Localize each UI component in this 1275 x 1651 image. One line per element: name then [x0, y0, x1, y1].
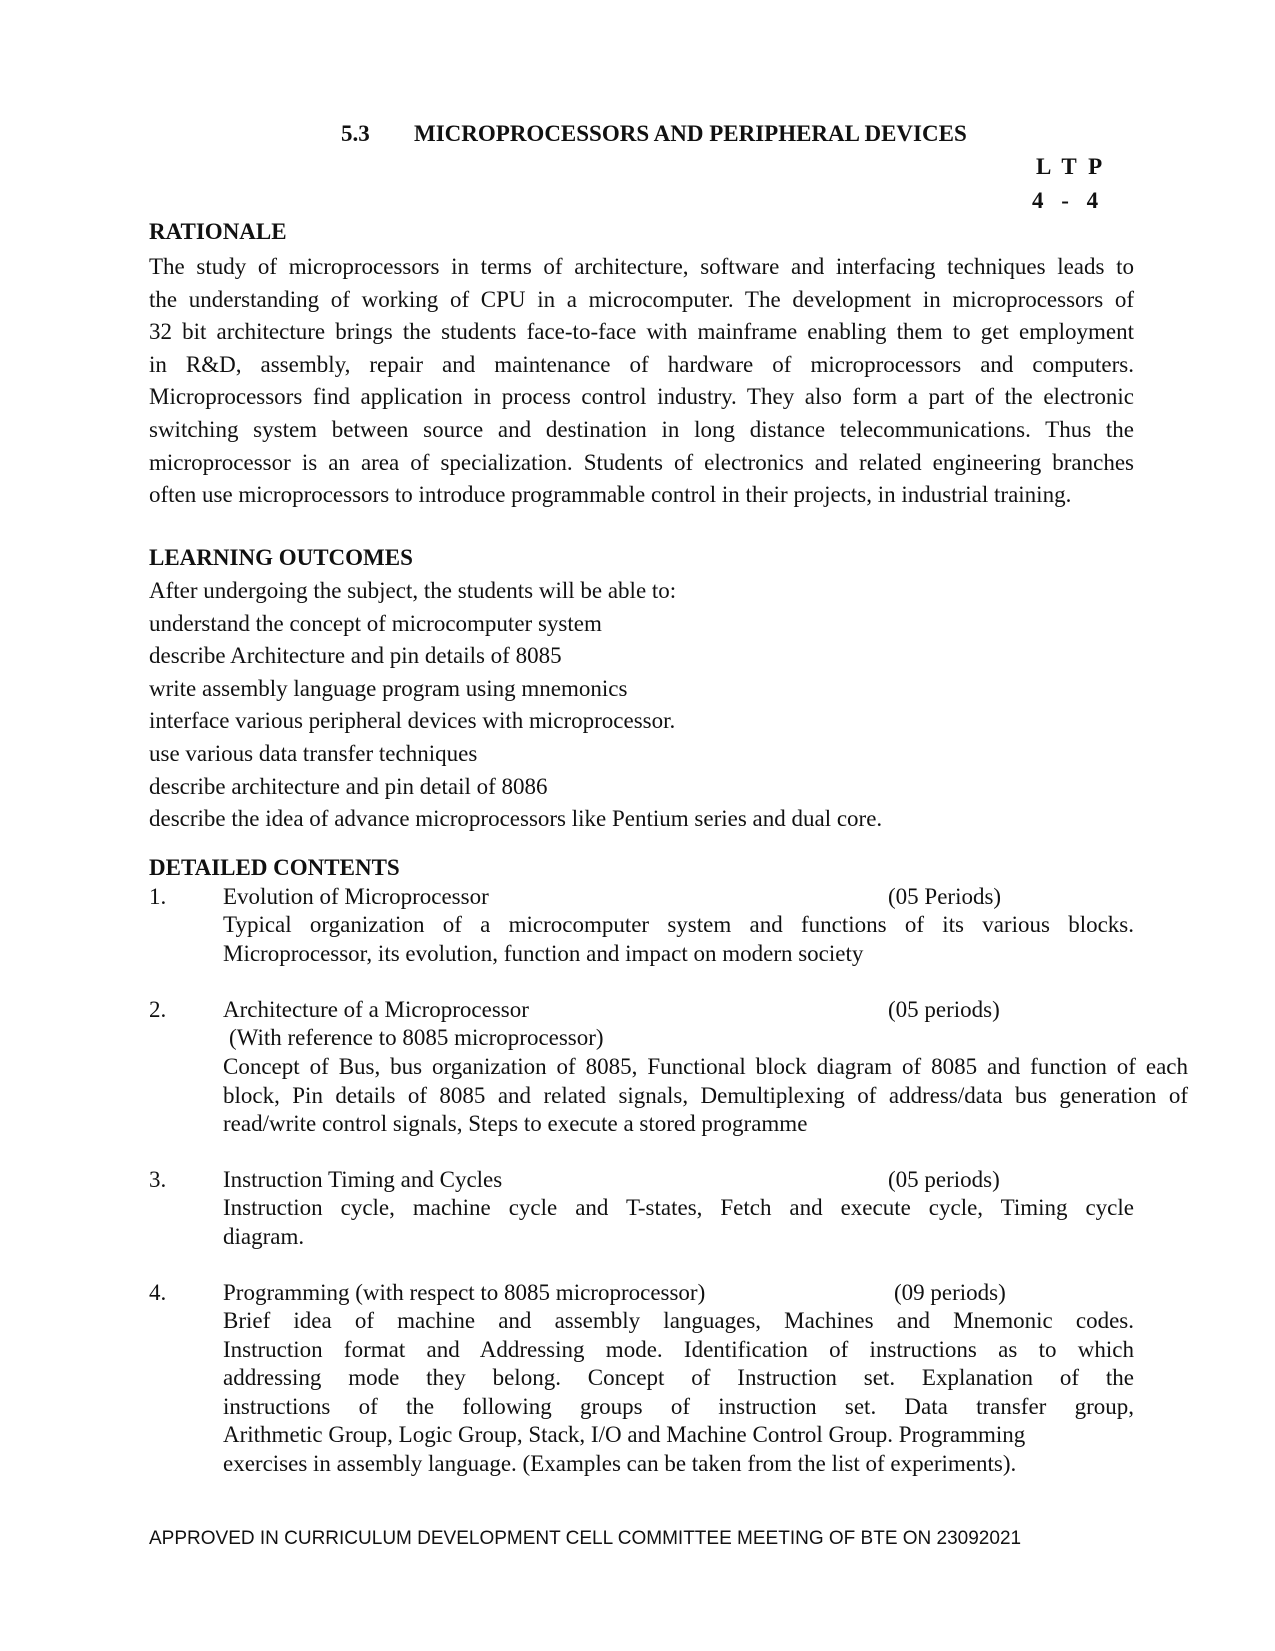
unit-description	[223, 1307, 1134, 1478]
rationale-line: often use microprocessors to introduce programmable control in their projects, in industrial training.	[149, 482, 1072, 508]
unit-periods: (05 Periods)	[888, 884, 1002, 909]
rationale-line: Microprocessors find application in process control industry. They also form a part of the electronic	[149, 384, 1134, 410]
section-number: 5.3	[341, 121, 370, 146]
unit-line: exercises in assembly language. (Examples can be taken from the list of experiments).	[223, 1450, 1017, 1476]
unit-subtitle: (With reference to 8085 microprocessor)	[229, 1025, 604, 1050]
section-title: MICROPROCESSORS AND PERIPHERAL DEVICES	[414, 121, 967, 146]
unit-line: read/write control signals, Steps to execute a stored programme	[223, 1111, 808, 1136]
unit-description	[223, 911, 1134, 968]
rationale-line: 32 bit architecture brings the students face-to-face with mainframe enabling them to get employment	[149, 319, 1134, 345]
unit-line: Microprocessor, its evolution, function and impact on modern society	[223, 940, 864, 966]
unit-line: Arithmetic Group, Logic Group, Stack, I/O and Machine Control Group. Programming	[223, 1422, 1026, 1447]
unit-line: instructions of the following groups of instruction set. Data transfer group,	[223, 1393, 1134, 1419]
unit-periods: (05 periods)	[888, 1167, 1000, 1192]
rationale-line: the understanding of working of CPU in a microcomputer. The development in microprocessors of	[149, 286, 1134, 312]
ltp-labels: L T P	[1036, 154, 1103, 179]
unit-title: Evolution of Microprocessor	[223, 884, 489, 909]
unit-line: diagram.	[223, 1223, 305, 1249]
unit-description	[223, 1194, 1134, 1251]
unit-number: 3.	[149, 1167, 167, 1192]
list-item: understand the concept of microcomputer system	[149, 610, 602, 636]
approval-footer: APPROVED IN CURRICULUM DEVELOPMENT CELL COMMITTEE MEETING OF BTE ON 23092021	[149, 1528, 1022, 1549]
unit-line: addressing mode they belong. Concept of Instruction set. Explanation of the	[223, 1365, 1134, 1390]
rationale-line: The study of microprocessors in terms of architecture, software and interfacing techniques leads to	[149, 254, 1134, 279]
unit-title: Instruction Timing and Cycles	[223, 1167, 503, 1192]
detailed-contents-heading: DETAILED CONTENTS	[149, 855, 400, 880]
learning-outcomes-heading: LEARNING OUTCOMES	[149, 545, 413, 570]
rationale-line: switching system between source and destination in long distance telecommunications. Thus the	[149, 416, 1134, 442]
unit-description	[223, 1053, 1188, 1139]
list-item: describe the idea of advance microprocessors like Pentium series and dual core.	[149, 806, 883, 832]
learning-outcomes-intro: After undergoing the subject, the students will be able to:	[149, 578, 677, 603]
rationale-line: microprocessor is an area of specialization. Students of electronics and related engineering branches	[149, 449, 1134, 475]
list-item: write assembly language program using mnemonics	[149, 675, 628, 701]
rationale-paragraph	[149, 251, 1134, 512]
unit-line: Brief idea of machine and assembly languages, Machines and Mnemonic codes.	[223, 1308, 1134, 1333]
learning-outcomes-list	[149, 575, 882, 836]
list-item: describe architecture and pin detail of 8086	[149, 773, 548, 799]
unit-line: Instruction format and Addressing mode. Identification of instructions as to which	[223, 1336, 1134, 1362]
unit-title: Programming (with respect to 8085 microprocessor)	[223, 1280, 706, 1305]
list-item: describe Architecture and pin details of 8085	[149, 643, 562, 669]
unit-periods: (09 periods)	[894, 1280, 1006, 1305]
unit-number: 1.	[149, 884, 167, 909]
rationale-line: in R&D, assembly, repair and maintenance of hardware of microprocessors and computers.	[149, 351, 1134, 377]
unit-number: 2.	[149, 997, 167, 1022]
rationale-heading: RATIONALE	[149, 219, 287, 244]
unit-periods: (05 periods)	[888, 997, 1000, 1022]
unit-line: Instruction cycle, machine cycle and T-states, Fetch and execute cycle, Timing cycle	[223, 1195, 1134, 1220]
ltp-values: 4 - 4	[1032, 188, 1099, 213]
unit-line: Typical organization of a microcomputer system and functions of its various blocks.	[223, 912, 1134, 937]
unit-number: 4.	[149, 1280, 167, 1305]
list-item: interface various peripheral devices with microprocessor.	[149, 708, 676, 734]
unit-line: Concept of Bus, bus organization of 8085, Functional block diagram of 8085 and function of each	[223, 1054, 1188, 1079]
list-item: use various data transfer techniques	[149, 740, 478, 766]
unit-line: block, Pin details of 8085 and related signals, Demultiplexing of address/data bus generation of	[223, 1082, 1188, 1108]
unit-title: Architecture of a Microprocessor	[223, 997, 529, 1022]
